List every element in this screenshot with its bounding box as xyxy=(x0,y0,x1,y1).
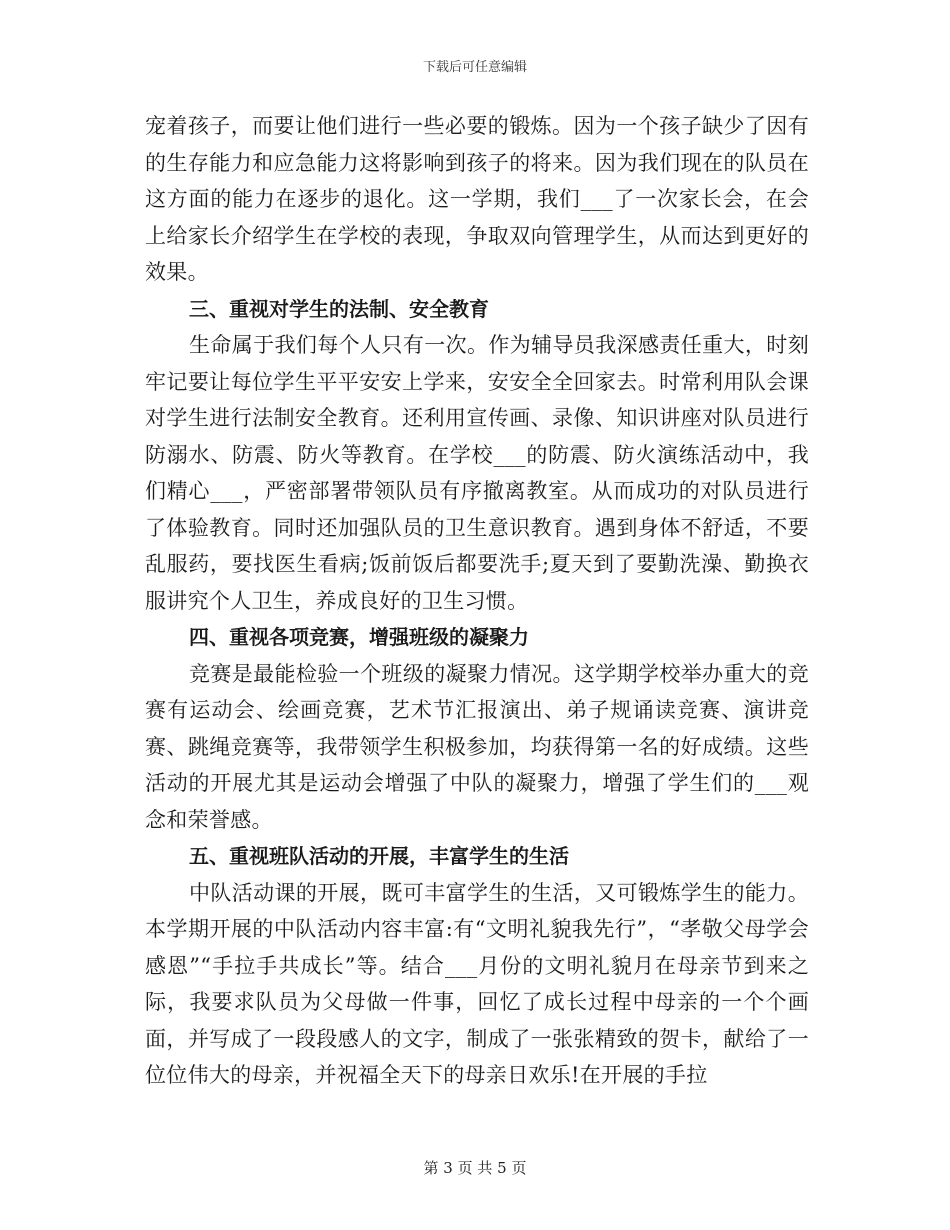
paragraph-3: 竞赛是最能检验一个班级的凝聚力情况。这学期学校举办重大的竞赛有运动会、绘画竞赛，艺术节汇报演出、弟子规诵读竞赛、演讲竞赛、跳绳竞赛等，我带领学生积极参加，均获得第一名的好成绩。这些活动的开展尤其是运动会增强了中队的凝聚力，增强了学生们的___观念和荣誉感。 xyxy=(145,661,809,832)
paragraph-4: 中队活动课的开展，既可丰富学生的生活，又可锻炼学生的能力。本学期开展的中队活动内容丰富:有“文明礼貌我先行”，“孝敬父母学会感恩”“手拉手共成长”等。结合___月份的文明礼貌月在母亲节到来之际，我要求队员为父母做一件事，回忆了成长过程中母亲的一个个画面，并写成了一段段感人的文字，制成了一张张精致的贺卡，献给了一位位伟大的母亲，并祝福全天下的母亲日欢乐!在开展的手拉 xyxy=(145,880,809,1087)
section-heading-5: 五、重视班队活动的开展，丰富学生的生活 xyxy=(189,844,569,868)
page-header: 下载后可任意编辑 xyxy=(422,60,527,75)
section-heading-4: 四、重视各项竞赛，增强班级的凝聚力 xyxy=(189,625,529,649)
paragraph-1: 宠着孩子，而要让他们进行一些必要的锻炼。因为一个孩子缺少了因有的生存能力和应急能力这将影响到孩子的将来。因为我们现在的队员在这方面的能力在逐步的退化。这一学期，我们___了一次家长会，在会上给家长介绍学生在学校的表现，争取双向管理学生，从而达到更好的效果。 xyxy=(145,114,809,284)
page-footer: 第 3 页 共 5 页 xyxy=(423,1159,527,1177)
document-body xyxy=(145,108,809,1094)
paragraph-2: 生命属于我们每个人只有一次。作为辅导员我深感责任重大，时刻牢记要让每位学生平平安安上学来，安安全全回家去。时常利用队会课对学生进行法制安全教育。还利用宣传画、录像、知识讲座对队员进行防溺水、防震、防火等教育。在学校___的防震、防火演练活动中，我们精心___，严密部署带领队员有序撤离教室。从而成功的对队员进行了体验教育。同时还加强队员的卫生意识教育。遇到身体不舒适，不要乱服药，要找医生看病;饭前饭后都要洗手;夏天到了要勤洗澡、勤换衣服讲究个人卫生，养成良好的卫生习惯。 xyxy=(145,333,809,613)
section-heading-3: 三、重视对学生的法制、安全教育 xyxy=(189,296,489,321)
